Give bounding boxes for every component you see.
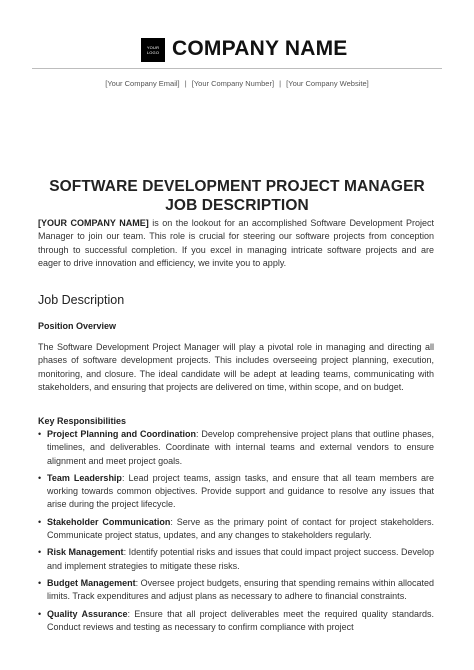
company-number: [Your Company Number] — [191, 79, 275, 88]
list-item — [38, 516, 434, 543]
list-item — [38, 608, 434, 635]
responsibility-text: : Oversee project budgets, ensuring that spending remains within allocated limits. Track expenditures and adjust plans as necessary to adhere to financial constraints. — [47, 577, 434, 602]
list-item — [38, 472, 434, 512]
responsibility-title: Risk Management — [47, 547, 124, 558]
company-logo: YOUR LOGO — [141, 38, 165, 62]
responsibility-title: Budget Management — [47, 577, 136, 588]
responsibility-text: : Serve as the primary point of contact for project stakeholders. Communicate project status, updates, and any changes to stakeholders regularly. — [47, 516, 434, 541]
letterhead — [0, 0, 474, 98]
company-name: COMPANY NAME — [172, 37, 348, 60]
contact-line — [0, 79, 474, 89]
responsibility-text: : Lead project teams, assign tasks, and ensure that all team members are working towards common objectives. Provide support and guidance to resolve any issues that arise during the project lifecycle. — [47, 472, 434, 510]
intro-company-placeholder: [YOUR COMPANY NAME] — [38, 218, 149, 228]
responsibility-text: : Ensure that all project deliverables meet the required quality standards. Conduct reviews and testing as necessary to confirm compliance with project — [47, 608, 434, 632]
list-item — [38, 577, 434, 604]
responsibility-text: : Identify potential risks and issues that could impact project success. Develop and implement strategies to mitigate these risks. — [47, 547, 435, 571]
key-responsibilities-heading: Key Responsibilities — [38, 416, 127, 426]
position-overview-heading: Position Overview — [38, 321, 117, 331]
document-title: SOFTWARE DEVELOPMENT PROJECT MANAGER JOB DESCRIPTION — [49, 178, 425, 214]
responsibility-title: Project Planning and Coordination — [47, 429, 197, 439]
responsibility-title: Stakeholder Communication — [47, 516, 171, 527]
list-item — [38, 428, 434, 468]
responsibility-title: Quality Assurance — [47, 608, 128, 619]
responsibilities-list — [38, 428, 434, 638]
intro-text: is on the lookout for an accomplished Software Development Project Manager to join our team. This role is crucial for steering our software projects from conception through to successful completion. If you excel in managing intricate software projects and are eager to drive innovation and efficiency, we invite you to apply. — [38, 218, 434, 268]
intro-paragraph — [38, 217, 434, 270]
company-email: [Your Company Email] — [105, 79, 180, 88]
header-divider — [32, 68, 442, 69]
list-item — [38, 546, 434, 573]
company-website: [Your Company Website] — [286, 79, 369, 88]
responsibility-text: : Develop comprehensive project plans that outline phases, timelines, and deliverables. Coordinate with internal teams and external vendors to ensure alignment and meet project goals. — [47, 429, 434, 466]
position-overview-text: The Software Development Project Manager will play a pivotal role in managing and directing all phases of software development projects. This includes overseeing project planning, execution, monitoring, and closure. The ideal candidate will be adept at leading teams, communicating with stakeholders, and ensuring that projects are delivered on time, within scope, and on budget. — [38, 342, 434, 392]
responsibility-title: Team Leadership — [47, 472, 122, 483]
section-heading: Job Description — [38, 293, 125, 307]
separator: | — [279, 79, 282, 88]
separator: | — [184, 79, 187, 88]
